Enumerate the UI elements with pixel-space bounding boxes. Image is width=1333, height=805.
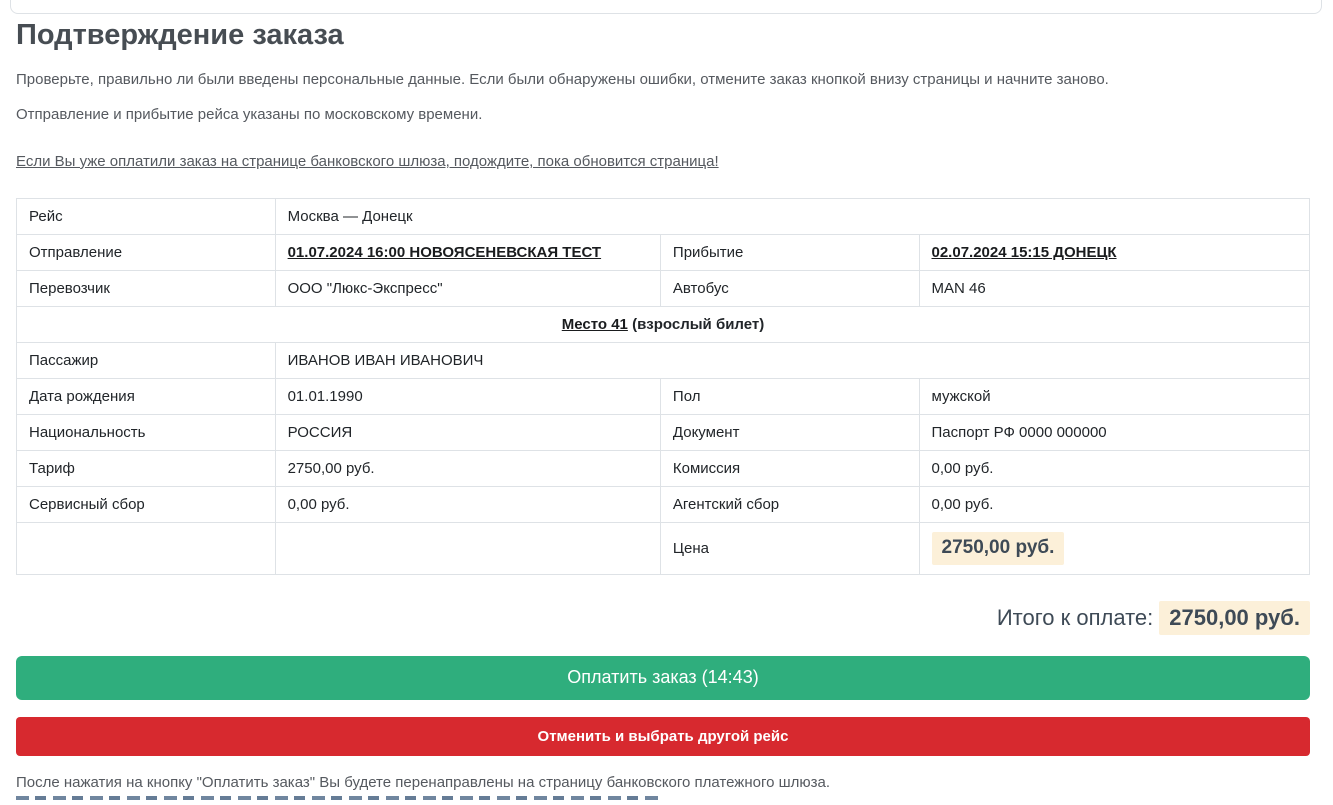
tariff-label: Тариф bbox=[17, 450, 276, 486]
passenger-value: ИВАНОВ ИВАН ИВАНОВИЧ bbox=[275, 342, 1309, 378]
table-row-tariff-commission bbox=[17, 450, 1310, 486]
order-details-table bbox=[16, 198, 1310, 575]
table-row-route bbox=[17, 198, 1310, 234]
service-fee-value: 0,00 руб. bbox=[275, 486, 660, 522]
nationality-value: РОССИЯ bbox=[275, 414, 660, 450]
nationality-label: Национальность bbox=[17, 414, 276, 450]
document-value: Паспорт РФ 0000 000000 bbox=[919, 414, 1310, 450]
carrier-value: ООО "Люкс-Экспресс" bbox=[275, 270, 660, 306]
departure-cell bbox=[275, 234, 660, 270]
commission-value: 0,00 руб. bbox=[919, 450, 1310, 486]
empty-cell bbox=[275, 522, 660, 574]
cancel-order-button[interactable]: Отменить и выбрать другой рейс bbox=[16, 717, 1310, 756]
pay-order-button[interactable]: Оплатить заказ (14:43) bbox=[16, 656, 1310, 700]
departure-station-link[interactable]: 01.07.2024 16:00 НОВОЯСЕНЕВСКАЯ ТЕСТ bbox=[287, 243, 602, 261]
arrival-cell bbox=[919, 234, 1310, 270]
departure-label: Отправление bbox=[17, 234, 276, 270]
table-row-nationality-document bbox=[17, 414, 1310, 450]
total-line bbox=[16, 601, 1310, 635]
total-value: 2750,00 руб. bbox=[1159, 601, 1310, 635]
table-row-passenger bbox=[17, 342, 1310, 378]
price-cell bbox=[919, 522, 1310, 574]
birthdate-value: 01.01.1990 bbox=[275, 378, 660, 414]
gender-value: мужской bbox=[919, 378, 1310, 414]
page-title: Подтверждение заказа bbox=[16, 19, 344, 51]
route-value: Москва — Донецк bbox=[275, 198, 1309, 234]
intro-text-check-data: Проверьте, правильно ли были введены персональные данные. Если были обнаружены ошибки, отмените заказ кнопкой внизу страницы и начните заново. bbox=[16, 70, 1109, 88]
bus-label: Автобус bbox=[660, 270, 919, 306]
clipped-text-line bbox=[16, 796, 661, 800]
empty-cell bbox=[17, 522, 276, 574]
table-row-carrier-bus bbox=[17, 270, 1310, 306]
tariff-value: 2750,00 руб. bbox=[275, 450, 660, 486]
price-label: Цена bbox=[660, 522, 919, 574]
seat-link[interactable]: Место 41 bbox=[561, 315, 628, 333]
table-row-seat bbox=[17, 306, 1310, 342]
agent-fee-label: Агентский сбор bbox=[660, 486, 919, 522]
bus-value: MAN 46 bbox=[919, 270, 1310, 306]
table-row-price bbox=[17, 522, 1310, 574]
total-label: Итого к оплате: bbox=[996, 604, 1154, 630]
table-row-departure-arrival bbox=[17, 234, 1310, 270]
ticket-type-label: (взрослый билет) bbox=[627, 315, 765, 333]
arrival-label: Прибытие bbox=[660, 234, 919, 270]
passenger-label: Пассажир bbox=[17, 342, 276, 378]
price-value: 2750,00 руб. bbox=[932, 532, 1065, 565]
carrier-label: Перевозчик bbox=[17, 270, 276, 306]
intro-text-moscow-time: Отправление и прибытие рейса указаны по московскому времени. bbox=[16, 106, 483, 124]
header-card-bottom-edge bbox=[10, 0, 1322, 14]
redirect-note: После нажатия на кнопку "Оплатить заказ" Вы будете перенаправлены на страницу банковского платежного шлюза. bbox=[16, 773, 831, 791]
commission-label: Комиссия bbox=[660, 450, 919, 486]
service-fee-label: Сервисный сбор bbox=[17, 486, 276, 522]
birthdate-label: Дата рождения bbox=[17, 378, 276, 414]
table-row-birthdate-gender bbox=[17, 378, 1310, 414]
gender-label: Пол bbox=[660, 378, 919, 414]
table-row-fees bbox=[17, 486, 1310, 522]
document-label: Документ bbox=[660, 414, 919, 450]
agent-fee-value: 0,00 руб. bbox=[919, 486, 1310, 522]
arrival-station-link[interactable]: 02.07.2024 15:15 ДОНЕЦК bbox=[931, 243, 1117, 261]
gateway-wait-warning: Если Вы уже оплатили заказ на странице банковского шлюза, подождите, пока обновится страница! bbox=[16, 152, 719, 170]
route-label: Рейс bbox=[17, 198, 276, 234]
seat-cell bbox=[17, 306, 1310, 342]
